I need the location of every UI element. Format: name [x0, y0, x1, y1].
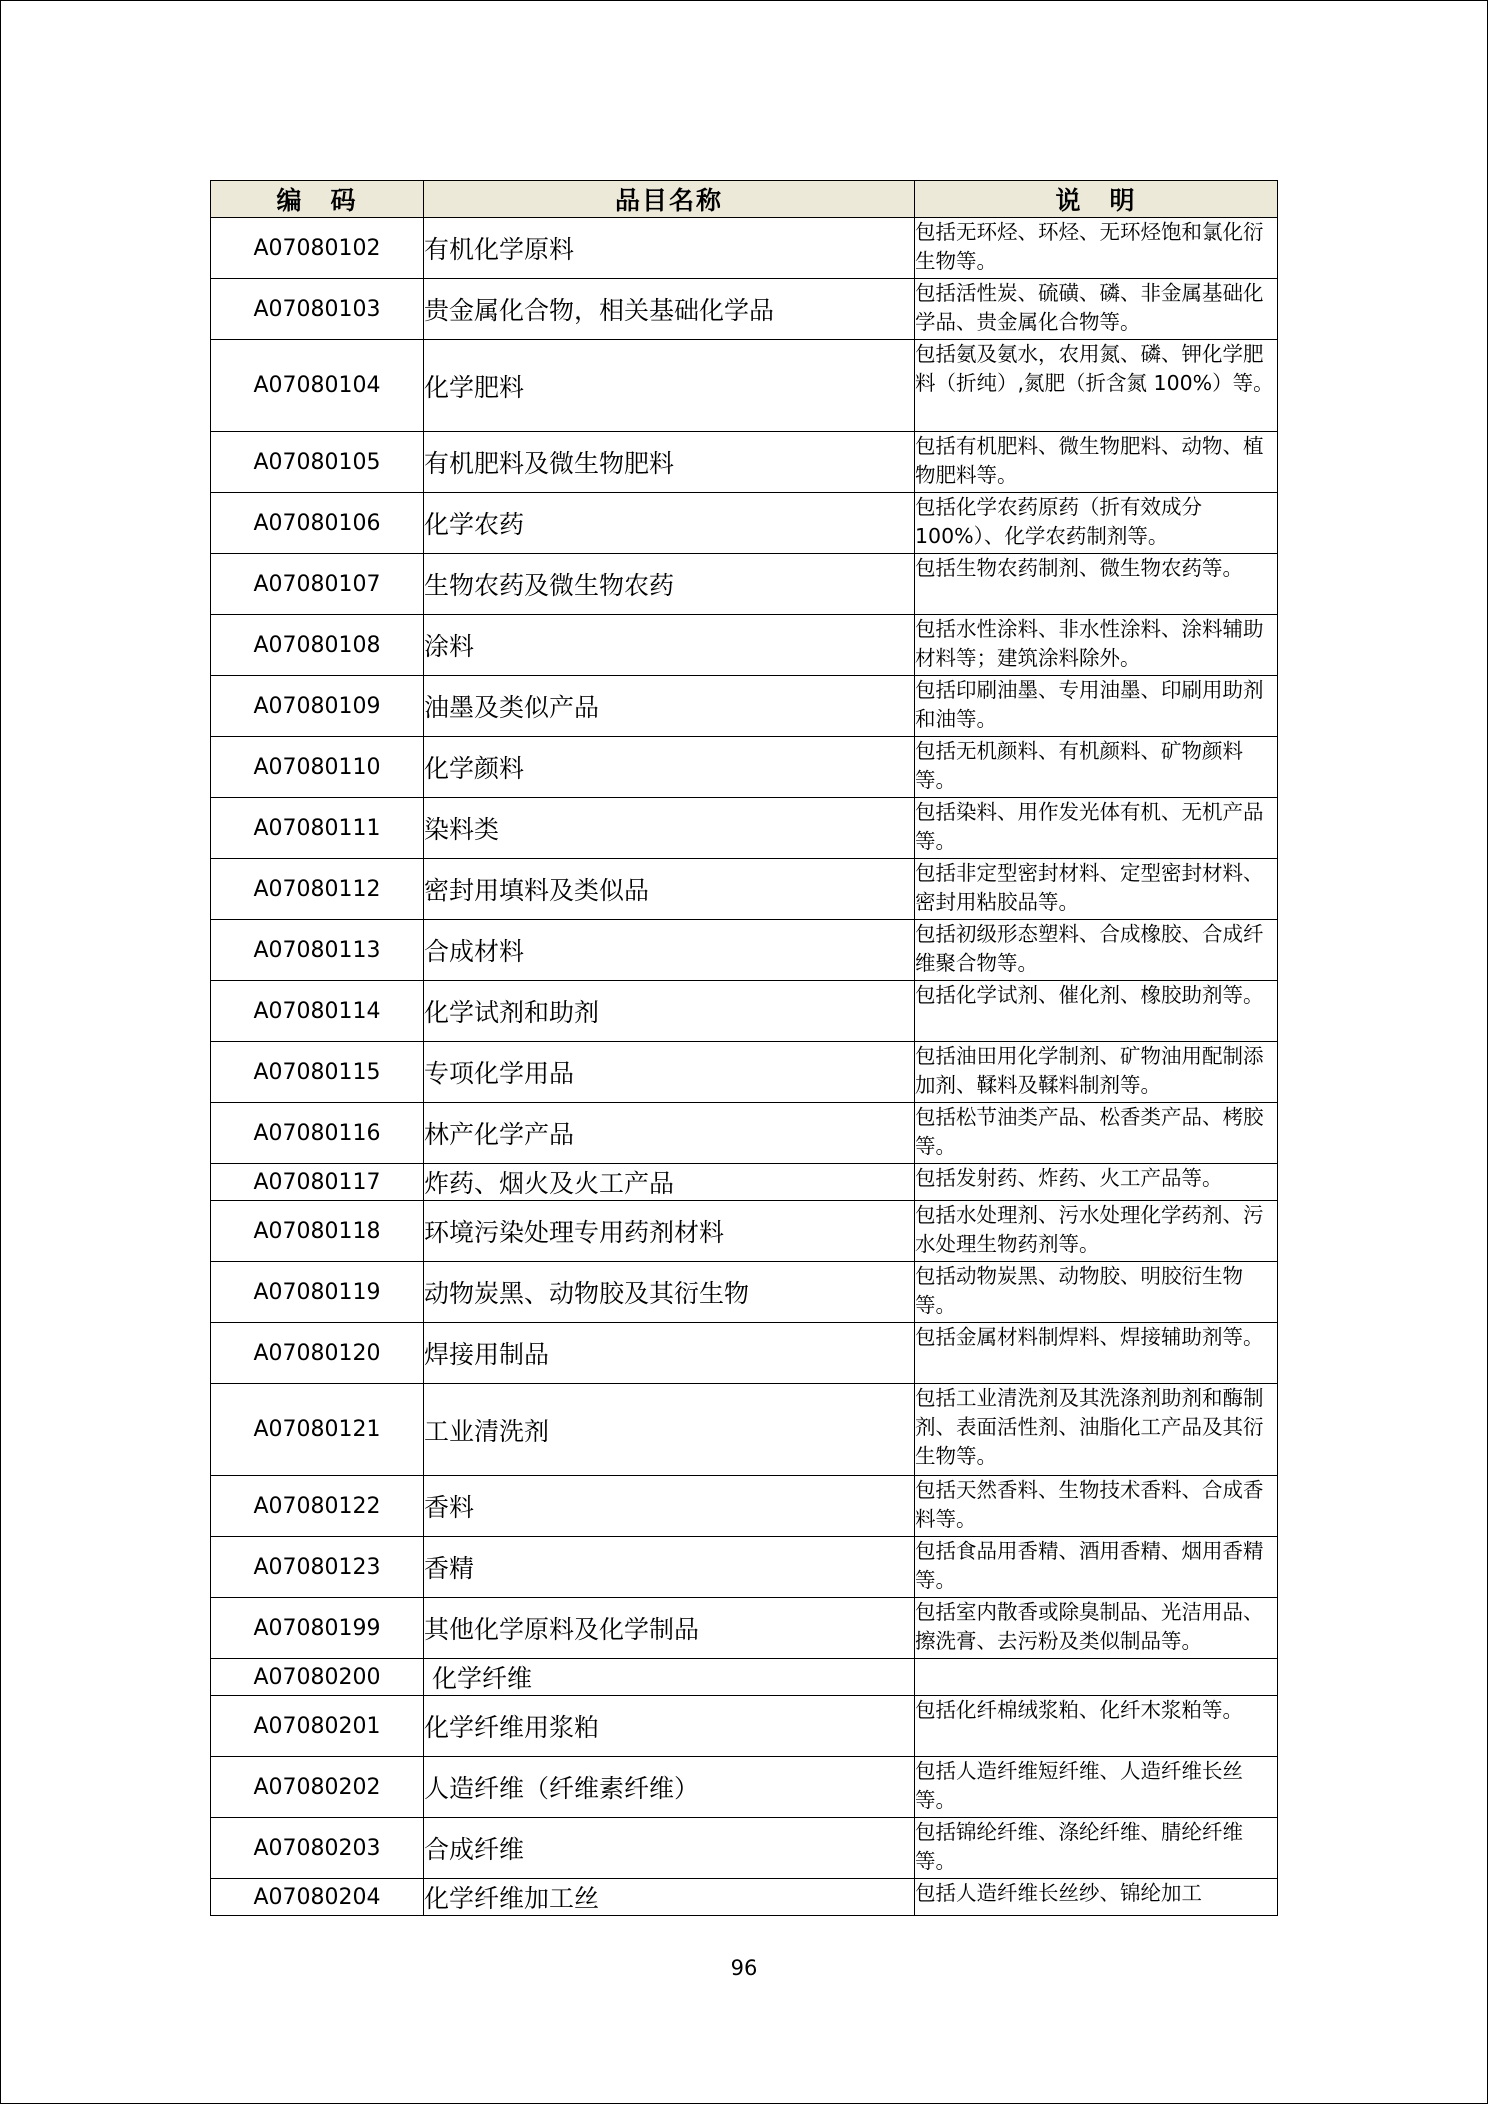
- table-row: [211, 1598, 1278, 1659]
- item-description: 包括非定型密封材料、定型密封材料、密封用粘胶品等。: [915, 859, 1278, 920]
- item-description: 包括化学试剂、催化剂、橡胶助剂等。: [915, 981, 1278, 1042]
- item-description: 包括天然香料、生物技术香料、合成香料等。: [915, 1476, 1278, 1537]
- table-row: [211, 737, 1278, 798]
- item-description: 包括金属材料制焊料、焊接辅助剂等。: [915, 1323, 1278, 1384]
- item-code: A07080107: [211, 554, 424, 615]
- table-row: [211, 1201, 1278, 1262]
- item-description: 包括无环烃、环烃、无环烃饱和氯化衍生物等。: [915, 218, 1278, 279]
- item-code: A07080110: [211, 737, 424, 798]
- header-desc: 说 明: [915, 181, 1278, 218]
- table-row: [211, 1659, 1278, 1696]
- item-code: A07080118: [211, 1201, 424, 1262]
- item-code: A07080204: [211, 1879, 424, 1916]
- item-name: 油墨及类似产品: [424, 676, 915, 737]
- item-name: 化学农药: [424, 493, 915, 554]
- item-name: 化学颜料: [424, 737, 915, 798]
- catalog-table: [210, 180, 1278, 1916]
- item-name: 合成材料: [424, 920, 915, 981]
- table-row: [211, 1262, 1278, 1323]
- item-code: A07080105: [211, 432, 424, 493]
- item-name: 生物农药及微生物农药: [424, 554, 915, 615]
- item-description: 包括有机肥料、微生物肥料、动物、植物肥料等。: [915, 432, 1278, 493]
- item-code: A07080113: [211, 920, 424, 981]
- table-row: [211, 1757, 1278, 1818]
- item-code: A07080119: [211, 1262, 424, 1323]
- item-name: 香料: [424, 1476, 915, 1537]
- item-description: 包括水处理剂、污水处理化学药剂、污水处理生物药剂等。: [915, 1201, 1278, 1262]
- item-description: 包括室内散香或除臭制品、光洁用品、擦洗膏、去污粉及类似制品等。: [915, 1598, 1278, 1659]
- item-code: A07080106: [211, 493, 424, 554]
- item-name: 有机肥料及微生物肥料: [424, 432, 915, 493]
- item-description: 包括化纤棉绒浆粕、化纤木浆粕等。: [915, 1696, 1278, 1757]
- item-code: A07080202: [211, 1757, 424, 1818]
- item-description: 包括动物炭黑、动物胶、明胶衍生物等。: [915, 1262, 1278, 1323]
- item-name: 人造纤维（纤维素纤维）: [424, 1757, 915, 1818]
- item-name: 专项化学用品: [424, 1042, 915, 1103]
- item-code: A07080203: [211, 1818, 424, 1879]
- item-code: A07080200: [211, 1659, 424, 1696]
- header-name: 品目名称: [424, 181, 915, 218]
- table-row: [211, 981, 1278, 1042]
- item-name: 其他化学原料及化学制品: [424, 1598, 915, 1659]
- item-description: 包括化学农药原药（折有效成分 100%）、化学农药制剂等。: [915, 493, 1278, 554]
- item-name: 涂料: [424, 615, 915, 676]
- item-description: 包括工业清洗剂及其洗涤剂助剂和酶制剂、表面活性剂、油脂化工产品及其衍生物等。: [915, 1384, 1278, 1476]
- table-row: [211, 615, 1278, 676]
- table-row: [211, 432, 1278, 493]
- table-row: [211, 554, 1278, 615]
- item-description: [915, 1659, 1278, 1696]
- item-name: 环境污染处理专用药剂材料: [424, 1201, 915, 1262]
- table-row: [211, 218, 1278, 279]
- item-name: 染料类: [424, 798, 915, 859]
- item-code: A07080117: [211, 1164, 424, 1201]
- item-code: A07080103: [211, 279, 424, 340]
- item-name: 工业清洗剂: [424, 1384, 915, 1476]
- item-description: 包括活性炭、硫磺、磷、非金属基础化学品、贵金属化合物等。: [915, 279, 1278, 340]
- item-code: A07080115: [211, 1042, 424, 1103]
- item-description: 包括印刷油墨、专用油墨、印刷用助剂和油等。: [915, 676, 1278, 737]
- item-description: 包括食品用香精、酒用香精、烟用香精等。: [915, 1537, 1278, 1598]
- item-description: 包括水性涂料、非水性涂料、涂料辅助材料等；建筑涂料除外。: [915, 615, 1278, 676]
- item-name: 化学纤维加工丝: [424, 1879, 915, 1916]
- item-description: 包括染料、用作发光体有机、无机产品等。: [915, 798, 1278, 859]
- item-name: 动物炭黑、动物胶及其衍生物: [424, 1262, 915, 1323]
- item-code: A07080123: [211, 1537, 424, 1598]
- item-code: A07080104: [211, 340, 424, 432]
- table-row: [211, 1164, 1278, 1201]
- item-description: 包括氨及氨水，农用氮、磷、钾化学肥料（折纯）,氮肥（折含氮 100%）等。: [915, 340, 1278, 432]
- item-code: A07080112: [211, 859, 424, 920]
- item-code: A07080199: [211, 1598, 424, 1659]
- item-name: 焊接用制品: [424, 1323, 915, 1384]
- item-description: 包括松节油类产品、松香类产品、栲胶等。: [915, 1103, 1278, 1164]
- table-row: [211, 859, 1278, 920]
- item-description: 包括油田用化学制剂、矿物油用配制添加剂、鞣料及鞣料制剂等。: [915, 1042, 1278, 1103]
- item-code: A07080201: [211, 1696, 424, 1757]
- header-code: 编 码: [211, 181, 424, 218]
- table-row: [211, 1696, 1278, 1757]
- item-code: A07080122: [211, 1476, 424, 1537]
- item-name: 贵金属化合物，相关基础化学品: [424, 279, 915, 340]
- item-description: 包括人造纤维长丝纱、锦纶加工: [915, 1879, 1278, 1916]
- item-code: A07080108: [211, 615, 424, 676]
- table-row: [211, 340, 1278, 432]
- table-row: [211, 1103, 1278, 1164]
- item-name: 化学纤维用浆粕: [424, 1696, 915, 1757]
- item-description: 包括发射药、炸药、火工产品等。: [915, 1164, 1278, 1201]
- table-row: [211, 1537, 1278, 1598]
- item-description: 包括无机颜料、有机颜料、矿物颜料等。: [915, 737, 1278, 798]
- table-row: [211, 798, 1278, 859]
- table-row: [211, 1042, 1278, 1103]
- item-code: A07080114: [211, 981, 424, 1042]
- table-row: [211, 1879, 1278, 1916]
- item-name: 炸药、烟火及火工产品: [424, 1164, 915, 1201]
- item-code: A07080109: [211, 676, 424, 737]
- table-body: [211, 218, 1278, 1916]
- table-row: [211, 1476, 1278, 1537]
- item-code: A07080116: [211, 1103, 424, 1164]
- item-name: 化学肥料: [424, 340, 915, 432]
- table-row: [211, 676, 1278, 737]
- table-row: [211, 1818, 1278, 1879]
- item-code: A07080121: [211, 1384, 424, 1476]
- item-description: 包括初级形态塑料、合成橡胶、合成纤维聚合物等。: [915, 920, 1278, 981]
- item-description: 包括锦纶纤维、涤纶纤维、腈纶纤维等。: [915, 1818, 1278, 1879]
- item-code: A07080102: [211, 218, 424, 279]
- item-name: 化学纤维: [424, 1659, 915, 1696]
- item-name: 林产化学产品: [424, 1103, 915, 1164]
- table-row: [211, 1384, 1278, 1476]
- item-name: 有机化学原料: [424, 218, 915, 279]
- item-code: A07080120: [211, 1323, 424, 1384]
- item-name: 密封用填料及类似品: [424, 859, 915, 920]
- item-name: 合成纤维: [424, 1818, 915, 1879]
- table-row: [211, 493, 1278, 554]
- item-name: 香精: [424, 1537, 915, 1598]
- item-code: A07080111: [211, 798, 424, 859]
- item-name: 化学试剂和助剂: [424, 981, 915, 1042]
- table-header-row: [211, 181, 1278, 218]
- item-description: 包括人造纤维短纤维、人造纤维长丝等。: [915, 1757, 1278, 1818]
- page-number: 96: [730, 1956, 758, 1980]
- table-row: [211, 920, 1278, 981]
- item-description: 包括生物农药制剂、微生物农药等。: [915, 554, 1278, 615]
- table-row: [211, 279, 1278, 340]
- table-row: [211, 1323, 1278, 1384]
